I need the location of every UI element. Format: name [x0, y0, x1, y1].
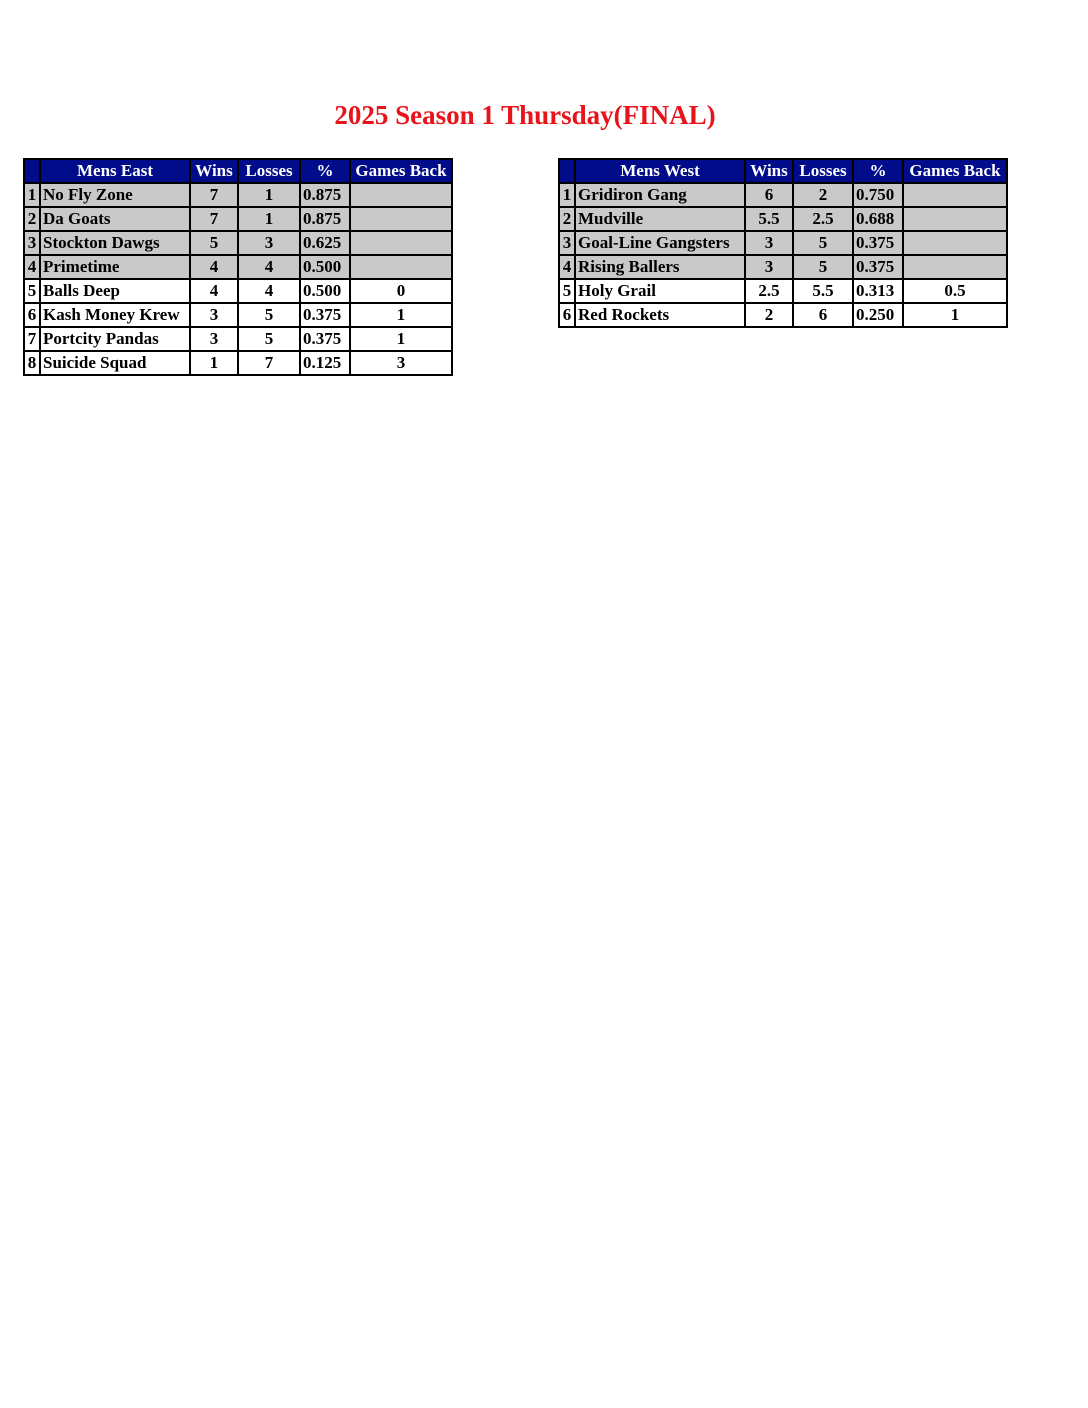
games-back-cell — [903, 231, 1007, 255]
rank-cell: 6 — [559, 303, 575, 327]
losses-cell: 1 — [238, 207, 300, 231]
team-name-cell: Red Rockets — [575, 303, 745, 327]
team-name-cell: Kash Money Krew — [40, 303, 190, 327]
games-back-cell — [350, 231, 452, 255]
table-row — [24, 351, 452, 375]
page-title: 2025 Season 1 Thursday(FINAL) — [334, 100, 716, 130]
pct-cell: 0.625 — [300, 231, 350, 255]
pct-cell: 0.375 — [300, 327, 350, 351]
losses-cell: 5.5 — [793, 279, 853, 303]
losses-cell: 2.5 — [793, 207, 853, 231]
games-back-header: Games Back — [350, 159, 452, 183]
table-row — [24, 231, 452, 255]
games-back-cell — [350, 255, 452, 279]
table-row — [559, 183, 1007, 207]
wins-header: Wins — [745, 159, 793, 183]
pct-cell: 0.313 — [853, 279, 903, 303]
table-row — [559, 231, 1007, 255]
pct-cell: 0.750 — [853, 183, 903, 207]
team-name-cell: Holy Grail — [575, 279, 745, 303]
losses-cell: 5 — [238, 303, 300, 327]
wins-cell: 3 — [745, 255, 793, 279]
wins-cell: 7 — [190, 183, 238, 207]
team-name-cell: Suicide Squad — [40, 351, 190, 375]
losses-cell: 3 — [238, 231, 300, 255]
mens-east-standings-table — [23, 158, 453, 376]
wins-cell: 4 — [190, 279, 238, 303]
west-rows — [559, 183, 1007, 327]
wins-cell: 3 — [745, 231, 793, 255]
pct-header: % — [300, 159, 350, 183]
pct-cell: 0.375 — [853, 255, 903, 279]
table-row — [24, 207, 452, 231]
table-row — [24, 255, 452, 279]
team-name-cell: Portcity Pandas — [40, 327, 190, 351]
losses-cell: 4 — [238, 255, 300, 279]
rank-cell: 1 — [24, 183, 40, 207]
wins-cell: 2.5 — [745, 279, 793, 303]
rank-cell: 3 — [24, 231, 40, 255]
games-back-cell — [903, 255, 1007, 279]
wins-cell: 5 — [190, 231, 238, 255]
team-name-cell: Goal-Line Gangsters — [575, 231, 745, 255]
losses-cell: 6 — [793, 303, 853, 327]
table-row — [559, 279, 1007, 303]
pct-cell: 0.875 — [300, 207, 350, 231]
team-name-cell: Balls Deep — [40, 279, 190, 303]
games-back-cell: 1 — [350, 327, 452, 351]
team-name-cell: Stockton Dawgs — [40, 231, 190, 255]
wins-cell: 6 — [745, 183, 793, 207]
table-header-row — [559, 159, 1007, 183]
losses-cell: 7 — [238, 351, 300, 375]
rank-cell: 1 — [559, 183, 575, 207]
pct-cell: 0.125 — [300, 351, 350, 375]
games-back-cell — [350, 207, 452, 231]
games-back-cell: 1 — [350, 303, 452, 327]
wins-header: Wins — [190, 159, 238, 183]
wins-cell: 3 — [190, 327, 238, 351]
rank-header — [24, 159, 40, 183]
table-row — [24, 279, 452, 303]
team-name-cell: Gridiron Gang — [575, 183, 745, 207]
games-back-header: Games Back — [903, 159, 1007, 183]
wins-cell: 5.5 — [745, 207, 793, 231]
games-back-cell: 0.5 — [903, 279, 1007, 303]
east-rows — [24, 183, 452, 375]
team-name-cell: Rising Ballers — [575, 255, 745, 279]
team-name-cell: No Fly Zone — [40, 183, 190, 207]
games-back-cell: 1 — [903, 303, 1007, 327]
rank-cell: 4 — [559, 255, 575, 279]
table-header-row — [24, 159, 452, 183]
mens-west-standings-table — [558, 158, 1008, 328]
pct-cell: 0.500 — [300, 279, 350, 303]
wins-cell: 2 — [745, 303, 793, 327]
losses-cell: 2 — [793, 183, 853, 207]
table-row — [24, 183, 452, 207]
wins-cell: 4 — [190, 255, 238, 279]
division-header: Mens West — [575, 159, 745, 183]
table-row — [559, 255, 1007, 279]
games-back-cell: 3 — [350, 351, 452, 375]
wins-cell: 7 — [190, 207, 238, 231]
games-back-cell — [903, 183, 1007, 207]
pct-header: % — [853, 159, 903, 183]
table-row — [559, 303, 1007, 327]
team-name-cell: Primetime — [40, 255, 190, 279]
rank-header — [559, 159, 575, 183]
games-back-cell: 0 — [350, 279, 452, 303]
losses-cell: 1 — [238, 183, 300, 207]
losses-cell: 4 — [238, 279, 300, 303]
division-header: Mens East — [40, 159, 190, 183]
rank-cell: 4 — [24, 255, 40, 279]
pct-cell: 0.250 — [853, 303, 903, 327]
pct-cell: 0.375 — [300, 303, 350, 327]
rank-cell: 2 — [559, 207, 575, 231]
pct-cell: 0.500 — [300, 255, 350, 279]
rank-cell: 5 — [559, 279, 575, 303]
pct-cell: 0.875 — [300, 183, 350, 207]
pct-cell: 0.688 — [853, 207, 903, 231]
table-row — [24, 327, 452, 351]
losses-header: Losses — [793, 159, 853, 183]
losses-cell: 5 — [793, 231, 853, 255]
table-row — [24, 303, 452, 327]
losses-cell: 5 — [238, 327, 300, 351]
games-back-cell — [350, 183, 452, 207]
losses-cell: 5 — [793, 255, 853, 279]
rank-cell: 6 — [24, 303, 40, 327]
wins-cell: 1 — [190, 351, 238, 375]
rank-cell: 3 — [559, 231, 575, 255]
pct-cell: 0.375 — [853, 231, 903, 255]
rank-cell: 2 — [24, 207, 40, 231]
rank-cell: 5 — [24, 279, 40, 303]
losses-header: Losses — [238, 159, 300, 183]
team-name-cell: Mudville — [575, 207, 745, 231]
rank-cell: 8 — [24, 351, 40, 375]
wins-cell: 3 — [190, 303, 238, 327]
team-name-cell: Da Goats — [40, 207, 190, 231]
games-back-cell — [903, 207, 1007, 231]
rank-cell: 7 — [24, 327, 40, 351]
table-row — [559, 207, 1007, 231]
